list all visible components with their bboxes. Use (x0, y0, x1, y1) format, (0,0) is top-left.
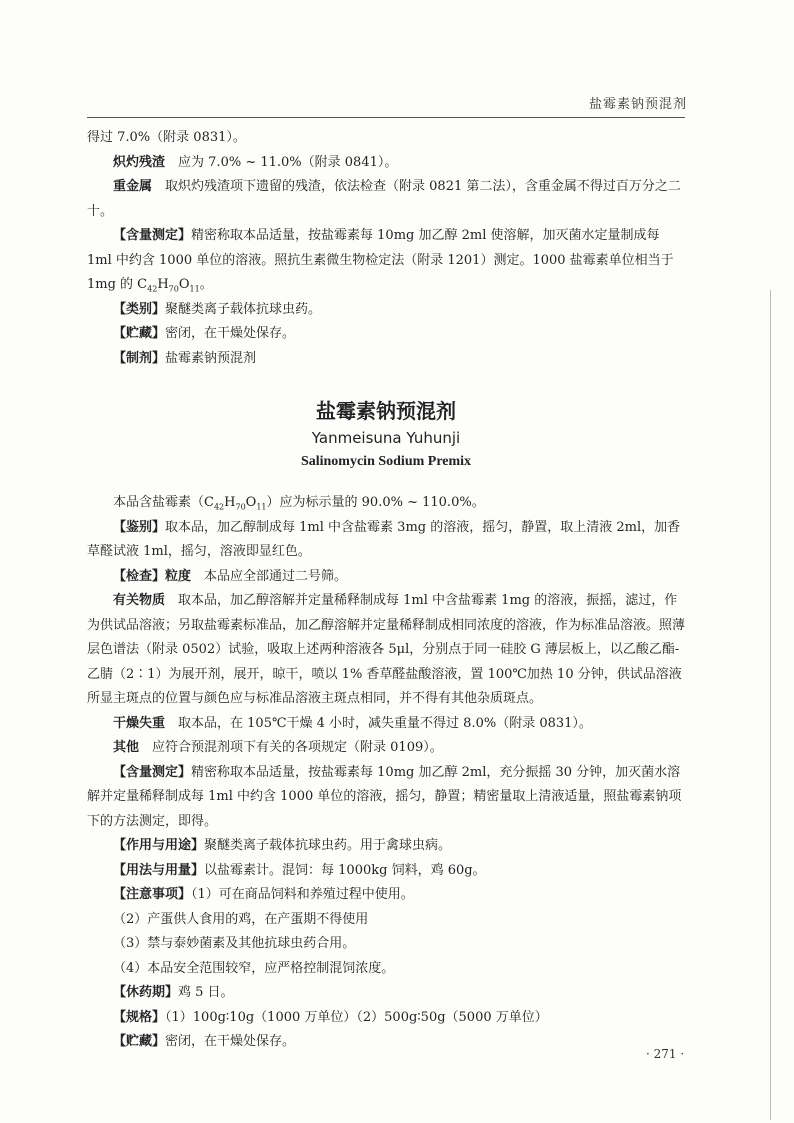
section-label: 【含量测定】 (113, 764, 192, 780)
paragraph: 【贮藏】密闭，在干燥处保存。 (113, 1034, 296, 1049)
paragraph: 得过 7.0%（附录 0831）。 (87, 130, 246, 145)
title-pinyin: Yanmeisuna Yuhunji (311, 429, 461, 447)
header-rule (87, 117, 685, 118)
paragraph: 本品含盐霉素$(C_{42}H_{70}O_{11})$应为标示量的 90.0% ~ 110.0%。 (113, 495, 485, 512)
paragraph: 【作用与用途】聚醚类离子载体抗球虫药。用于禽球虫病。 (113, 838, 452, 853)
section-label: 重金属 (113, 179, 153, 194)
paragraph: 【含量测定】精密称取本品适量，按盐霉素每 10mg 加乙醇 2ml 使溶解，加灭菌水定量制成每 1ml 中约含 1000 单位的溶液。照抗生素微生物检定法（附录 1201）测定。1000 盐霉素单位相当于 1mg 的 $C_{42}H_{70}O_{11}$。 (87, 228, 674, 294)
section-label: 【类别】 (113, 301, 166, 317)
paragraph: 其他 应符合预混剂项下有关的各项规定（附录 0109）。 (113, 740, 443, 755)
section-label: 【贮藏】 (113, 326, 166, 341)
monograph-title-block (87, 396, 685, 474)
list-item: （2）产蛋供人食用的鸡，在产蛋期不得使用 (113, 911, 369, 927)
paragraph: 【含量测定】精密称取本品适量，按盐霉素每 10mg 加乙醇 2ml，充分振摇 30 分钟，加灭菌水溶解并定量稀释制成每 1ml 中约含 1000 单位的溶液，摇匀，静置；精密量取上清液适量，照盐霉素钠项下的方法测定，即得。 (87, 764, 682, 829)
section-label: 【检查】 (113, 568, 166, 584)
paragraph: 【制剂】盐霉素钠预混剂 (113, 350, 257, 366)
section-label: 【用法与用量】 (113, 862, 205, 878)
section-label: 【制剂】 (113, 350, 166, 366)
title-chinese: 盐霉素钠预混剂 (316, 399, 456, 423)
title-english: Salinomycin Sodium Premix (300, 454, 472, 469)
section-label: 【注意事项】 (113, 887, 192, 902)
subsection-label: 干燥失重 (113, 715, 166, 731)
section-label: 【规格】 (113, 1009, 166, 1025)
paragraph: 【类别】聚醚类离子载体抗球虫药。 (113, 301, 322, 317)
paragraph: 【鉴别】取本品，加乙醇制成每 1ml 中含盐霉素 3mg 的溶液，摇匀，静置，取上清液 2ml，加香草醛试液 1ml，摇匀，溶液即显红色。 (87, 519, 681, 559)
page-edge-line (770, 290, 771, 1120)
section-label: 【含量测定】 (113, 228, 192, 243)
monograph-body (87, 491, 685, 1055)
paragraph: 【规格】（1）100g∶10g（1000 万单位）（2）500g∶50g（5000 万单位） (113, 1009, 548, 1025)
paragraph: 炽灼残渣 应为 7.0% ~ 11.0%（附录 0841）。 (113, 154, 398, 170)
list-item: （3）禁与泰妙菌素及其他抗球虫药合用。 (113, 936, 356, 951)
paragraph: 【用法与用量】以盐霉素计。混饲：每 1000kg 饲料，鸡 60g。 (113, 862, 486, 878)
subsection-label: 其他 (113, 740, 140, 755)
subsection-label: 有关物质 (113, 593, 166, 608)
section-label: 炽灼残渣 (113, 154, 166, 170)
page-number: · 271 · (646, 1047, 685, 1061)
section-label: 【鉴别】 (113, 519, 166, 535)
paragraph: 【休药期】鸡 5 日。 (113, 985, 234, 1000)
subsection-label: 粒度 (165, 568, 192, 584)
paragraph: 有关物质 取本品，加乙醇溶解并定量稀释制成每 1ml 中含盐霉素 1mg 的溶液，振摇，滤过，作为供试品溶液；另取盐霉素标准品，加乙醇溶解并定量稀释制成相同浓度的溶液，作为标准品溶液。照薄层色谱法（附录 0502）试验，吸取上述两种溶液各 5μl，分别点于同一硅胶 G 薄层板上，以乙酸乙酯-乙腈（2∶1）为展开剂，展开，晾干，喷以 1% 香草醛盐酸溶液，置 100℃加热 10 分钟，供试品溶液所显主斑点的位置与颜色应与标准品溶液主斑点相同，并不得有其他杂质斑点。 (87, 593, 686, 706)
section-label: 【作用与用途】 (113, 838, 205, 853)
section-label: 【休药期】 (113, 985, 179, 1000)
previous-monograph-tail (87, 126, 685, 371)
paragraph: 【检查】粒度 本品应全部通过二号筛。 (113, 568, 348, 584)
section-label: 【贮藏】 (113, 1034, 166, 1049)
paragraph: 重金属 取炽灼残渣项下遗留的残渣，依法检查（附录 0821 第二法），含重金属不得过百万分之二十。 (87, 179, 681, 219)
running-header: 盐霉素钠预混剂 (588, 97, 687, 112)
paragraph: 干燥失重 取本品，在 105℃干燥 4 小时，减失重量不得过 8.0%（附录 0831）。 (113, 715, 592, 731)
list-item: （4）本品安全范围较窄，应严格控制混饲浓度。 (113, 960, 395, 976)
paragraph: 【贮藏】密闭，在干燥处保存。 (113, 326, 296, 341)
paragraph: 【注意事项】（1）可在商品饲料和养殖过程中使用。 (113, 887, 414, 902)
